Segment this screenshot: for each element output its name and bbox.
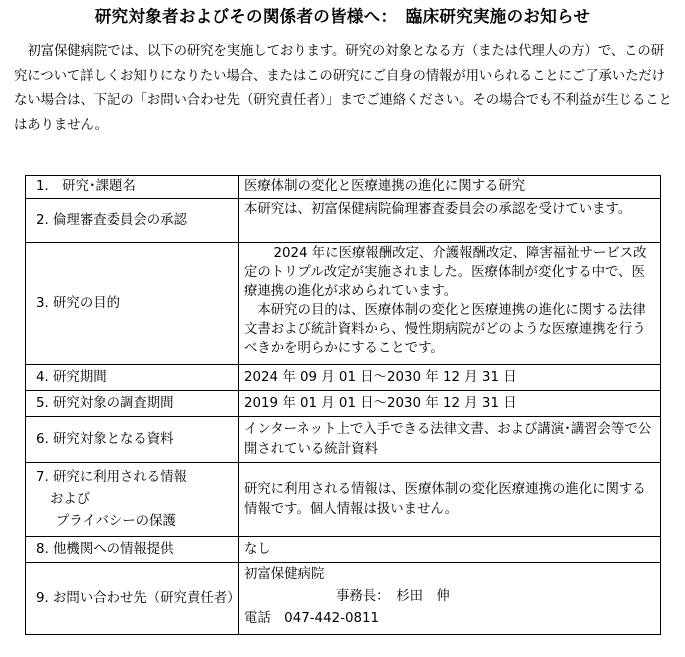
- table-row-materials: [26, 417, 661, 463]
- table-row-period: [26, 365, 661, 391]
- row-label-purpose: 3. 研究の目的: [26, 243, 239, 365]
- row-label-contact: 9. お問い合わせ先（研究責任者）: [26, 563, 239, 635]
- privacy-label-line-1: 7. 研究に利用される情報: [36, 469, 187, 485]
- privacy-label-line-2: および: [50, 491, 91, 507]
- privacy-label-line-3: プライバシーの保護: [56, 513, 176, 529]
- row-value-privacy: 研究に利用される情報は、医療体制の変化医療連携の進化に関する情報です。個人情報は扱いません。: [239, 463, 661, 537]
- row-label-period: 4. 研究期間: [26, 365, 239, 391]
- table-row-provision: [26, 537, 661, 563]
- row-label-materials: 6. 研究対象となる資料: [26, 417, 239, 463]
- intro-paragraph: 初富保健病院では、以下の研究を実施しております。研究の対象となる方（または代理人の方）で、この研究について詳しくお知りになりたい場合、またはこの研究にご自身の情報が用いられることにご了承いただけない場合は、下記の「お問い合わせ先（研究責任者）」までご連絡ください。その場合でも不利益が生じることはありません。: [14, 44, 672, 133]
- study-info-table: [25, 175, 661, 635]
- row-value-contact: [239, 563, 661, 635]
- row-value-ethics: 本研究は、初富保健病院倫理審査委員会の承認を受けています。: [239, 199, 661, 243]
- contact-organization: 初富保健病院: [244, 567, 325, 582]
- table-row-title: [26, 176, 661, 199]
- row-label-provision: 8. 他機関への情報提供: [26, 537, 239, 563]
- row-value-period: 2024 年 09 月 01 日～2030 年 12 月 31 日: [239, 365, 661, 391]
- contact-phone: 電話 047-442-0811: [244, 611, 380, 626]
- table-row-purpose: [26, 243, 661, 365]
- contact-person: 事務長： 杉田 伸: [336, 589, 450, 604]
- page-title: 研究対象者およびその関係者の皆様へ： 臨床研究実施のお知らせ: [94, 7, 591, 26]
- table-row-contact: [26, 563, 661, 635]
- row-label-title: 1. 研究･課題名: [26, 176, 239, 199]
- row-label-ethics: 2. 倫理審査委員会の承認: [26, 199, 239, 243]
- row-label-privacy: [26, 463, 239, 537]
- row-value-provision: なし: [239, 537, 661, 563]
- row-value-title: 医療体制の変化と医療連携の進化に関する研究: [239, 176, 661, 199]
- row-label-survey-period: 5. 研究対象の調査期間: [26, 391, 239, 417]
- purpose-paragraph-1: 2024 年に医療報酬改定、介護報酬改定、障害福祉サービス改定のトリプル改定が実施されました。医療体制が変化する中で、医療連携の進化が求められています。: [244, 246, 647, 299]
- row-value-materials: インターネット上で入手できる法律文書、および講演･講習会等で公開されている統計資料: [239, 417, 661, 463]
- row-value-purpose: [239, 243, 661, 365]
- table-row-privacy: [26, 463, 661, 537]
- purpose-paragraph-2: 本研究の目的は、医療体制の変化と医療連携の進化に関する法律文書および統計資料から、慢性期病院がどのような医療連携を行うべきかを明らかにすることです。: [244, 303, 646, 356]
- table-row-ethics: [26, 199, 661, 243]
- row-value-survey-period: 2019 年 01 月 01 日～2030 年 12 月 31 日: [239, 391, 661, 417]
- table-row-survey-period: [26, 391, 661, 417]
